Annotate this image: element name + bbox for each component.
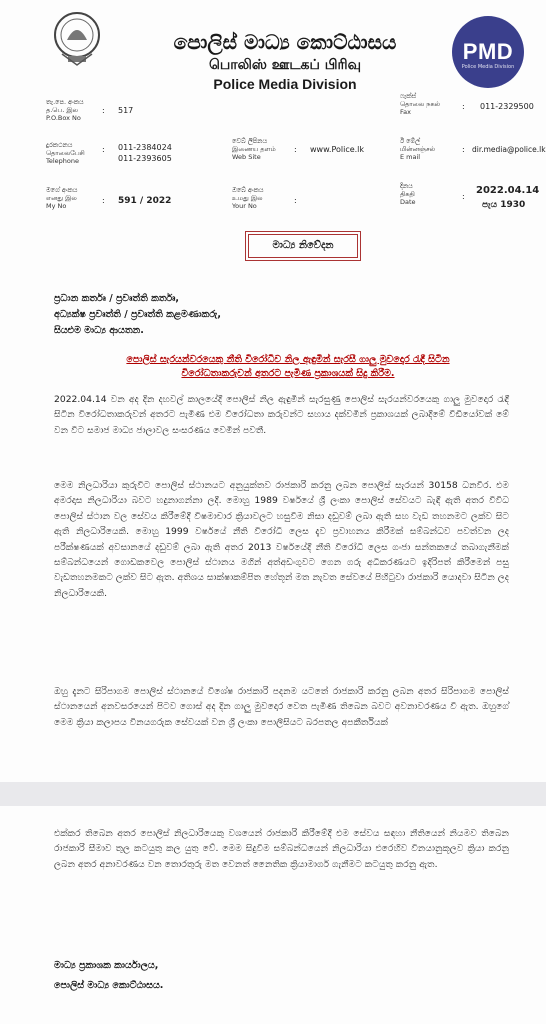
date-label: දිනය திகதி Date	[400, 182, 416, 206]
my-no-label: මගේ අංකය எனது இல My No	[46, 186, 78, 210]
pobox-label: තැ.පෙ. අංකය த.பெ. இல P.O.Box No	[46, 98, 84, 122]
document-page-2	[0, 806, 546, 1024]
telephone-value-1: 011-2384024	[118, 143, 172, 152]
paragraph-4: එක්කර තිබෙන අතර පොලිස් නිලධාරියෙකු වශයෙන් රාජකාරි කිරීමේදී එම සේවය සඳහා නීතියෙන් නියමව තිබෙන රාජකාරි සීමාව තුල කටයුතු කල යුතු වේ. මෙම සිදුවීම සම්බන්ධයෙන් නිලධාරියා එරෙහිව විනයානුකූලව ක්‍රියා කරනු ලබන අතර අනාවරණය වන තොරතුරු මත වෙනත් නෛතික ක්‍රියාමාර්ග ගැනීමට කටයුතු කරනු ඇත.	[54, 828, 509, 870]
website-label: වෙබ් ලිපිනය இணைய தளம் Web Site	[232, 137, 276, 161]
closing-line-1: මාධ්‍ය ප්‍රකාශක කාර්යාලය,	[54, 960, 159, 971]
telephone-label: දුරකථනය தொலைபேசி Telephone	[46, 141, 85, 165]
header-title-sinhala: පොලිස් මාධ්‍ය කොට්ඨාසය	[173, 30, 397, 54]
paragraph-2: මෙම නිලධාරියා කුරුවිට පොලිස් ස්ථානයට අනුයුක්තව රාජකාරි කරනු ලබන පොලිස් සැරයන් 30158 ධනවීර. එම අමරදාස නිලධාරියා බවට හදුනාගන්නා ලදී. මොහු 1989 වර්ෂයේ ශ්‍රී ලංකා පොලිස් සේවයට බැඳී ඇති අතර විවිධ පොලිස් ස්ථාන වල සේවය කිරීමේදී විෂමාචාර ක්‍රියාවලට හසුවීම නිසා දඩුවම් ලබා ඇති සහ වැඩ තහනමට ලක්ව සිට ඇති නිලධාරියෙකි. මොහු 1999 වර්ෂයේ නීති විරෝධී ලෙස දැව ප්‍රවාහනය කිරීමක් සම්බන්ධව පවත්වන ලද පරීක්ෂණයක් අවසානයේ දඩුවම් ලබා ඇති අතර 2013 වර්ෂයේදී නීති විරෝධී ලෙස ගංජා සන්තකයේ තබාගැනීමක් සම්බන්ධයෙන් ගොඩකවෙල පොලිස් ස්ථානය මගින් අත්අඩංගුවට ගෙන ගරු අධිකරණයට ඉදිරිපත් කිරීමෙන් පසු වැඩතහනමකට ලක්ව සිට ඇත. අතිශය සාක්ෂාකම්පිත හේතූන් මත නැවත සේවයේ පිහිටුවා රාජකාරි යොදවා සිටින ලද නිලධාරියෙකි.	[54, 480, 509, 599]
telephone-value-2: 011-2393605	[118, 154, 172, 163]
pmd-logo-text: PMD	[462, 39, 514, 64]
your-no-label: ඔබේ අංකය உமது இல Your No	[232, 186, 264, 210]
date-value: 2022.04.14	[476, 185, 540, 196]
pmd-logo-subtext: Police Media Division	[461, 64, 515, 70]
subject-heading: පොලිස් සැරයන්වරයෙකු නීති විරෝධීව නිල ඇඳුමින් සැරසී ගාලු මුවදොර රැඳී සිටින විරෝධතාකරුවන් අතරට පැමිණ ප්‍රකාශයක් සිදු කිරීම.	[126, 354, 450, 379]
pmd-logo	[452, 16, 524, 88]
time-value: පැය 1930	[482, 200, 526, 210]
paragraph-3: ඔහු දැනට සිරිපාගම පොලිස් ස්ථානයේ විශේෂ රාජකාරි පදනම යටතේ රාජකාරි කරනු ලබන අතර සිරිපාගම පොලිස් ස්ථානයෙන් අනවසරයෙන් පිටව ගොස් අද දින ගාලු මුවදොර වෙත පැමිණ තිබෙන බවට අවනාවරණය වී ඇත. ඔහුගේ මෙම ක්‍රියා කලාපය විනයගරුක සේවයක් වන ශ්‍රී ලංකා පොලීසියට බරපතල අපකීර්තියක්	[54, 686, 509, 728]
header-title-english: Police Media Division	[213, 76, 357, 92]
addressee-line-3: සියළුම මාධ්‍ය ආයතන.	[54, 325, 144, 336]
email-label: ඊ මේල් மின்னஞ்சல் E mail	[400, 137, 435, 161]
closing-line-2: පොලිස් මාධ්‍ය කොට්ඨාසය.	[54, 980, 164, 991]
paragraph-1: 2022.04.14 වන අද දින දහවල් කාලයේදී පොලිස් නිල ඇඳුමින් සැරසුණු පොලිස් සැරයන්වරයෙකු ගාලු මුවදොර රැඳී සිටින විරෝධතාකරුවන් අතරට පැමිණ එම විරෝධතා කරුවන්ට සහාය දක්වමින් ප්‍රකාශයක් ලබාදීමේ වීඩියෝවක් මේ වන විට සමාජ මාධ්‍ය ජාලාවල සංසරණය වෙමින් පවතී.	[54, 394, 509, 436]
email-value[interactable]: dir.media@police.lk	[472, 145, 546, 154]
my-no-value: 591 / 2022	[118, 196, 172, 206]
fax-value: 011-2329500	[480, 102, 534, 111]
police-emblem-icon	[52, 10, 102, 68]
fax-label: ෆැක්ස් தொலை நகல் Fax	[400, 92, 441, 116]
pobox-value: 517	[118, 106, 134, 115]
document-page-1: පොලිස් මාධ්‍ය කොට්ඨාසය பொலிஸ் ஊடகப் பிரிவு Police Media Division PMD Police Media Division තැ.පෙ. අංකය த.பெ. இல P.O.Box No : 517 ෆැක්ස් தொலை நகல் Fax : 011-2329500 දුරකථනය தொலைபேசி Telephone : 011-2384024 011-2393605 වෙබ් ලිපිනය இணைய தளம் Web Site : www.Police.lk ඊ මේල් மின்னஞ்சல் E mail : dir.media@police.lk මගේ අංකය எனது இல My No : 591 / 2022 ඔබේ අංකය உமது இல Your No : දිනය திகதி Date : 2022.04.14 පැය 1930 මාධ්‍ය නිවේදන ප්‍රධාන කර්තෘ / ප්‍රවෘත්ති කර්තෘ, අධ්‍යක්ෂ ප්‍රවෘත්ති / ප්‍රවෘත්ති කළමණාකරු, සියළුම මාධ්‍ය ආයතන. පොලිස් සැරයන්වරයෙකු නීති විරෝධීව නිල ඇඳුමින් සැරසී ගාලු මුවදොර රැඳී සිටින විරෝධතාකරුවන් අතරට පැමිණ ප්‍රකාශයක් සිදු කිරීම. 2022.04.14 වන අද දින දහවල් කාලයේදී පොලිස් නිල ඇඳුමින් සැරසුණු පොලිස් සැරයන්වරයෙකු ගාලු මුවදොර රැඳී සිටින විරෝධතාකරුවන් අතරට පැමිණ එම විරෝධතා කරුවන්ට සහාය දක්වමින් ප්‍රකාශයක් ලබාදීමේ වීඩියෝවක් මේ වන විට සමාජ මාධ්‍ය ජාලාවල සංසරණය වෙමින් පවතී. මෙම නිලධාරියා කුරුවිට පොලිස් ස්ථානයට අනුයුක්තව රාජකාරි කරනු ලබන පොලිස් සැරයන් 30158 ධනවීර. එම අමරදාස නිලධාරියා බවට හදුනාගන්නා ලදී. මොහු 1989 වර්ෂයේ ශ්‍රී ලංකා පොලිස් සේවයට බැඳී ඇති අතර විවිධ පොලිස් ස්ථාන වල සේවය කිරීමේදී විෂමාචාර ක්‍රියාවලට හසුවීම නිසා දඩුවම් ලබා ඇති සහ වැඩ තහනමට ලක්ව සිට ඇති නිලධාරියෙකි. මොහු 1999 වර්ෂයේ නීති විරෝධී ලෙස දැව ප්‍රවාහනය කිරීමක් සම්බන්ධව පවත්වන ලද පරීක්ෂණයක් අවසානයේ දඩුවම් ලබා ඇති අතර 2013 වර්ෂයේදී නීති විරෝධී ලෙස ගංජා සන්තකයේ තබාගැනීමක් සම්බන්ධයෙන් ගොඩකවෙල පොලිස් ස්ථානය මගින් අත්අඩංගුවට ගෙන ගරු අධිකරණයට ඉදිරිපත් කිරීමෙන් පසු වැඩතහනමකට ලක්ව සිට ඇත. අතිශය සාක්ෂාකම්පිත හේතූන් මත නැවත සේවයේ පිහිටුවා රාජකාරි යොදවා සිටින ලද නිලධාරියෙකි. ඔහු දැනට සිරිපාගම පොලිස් ස්ථානයේ විශේෂ රාජකාරි පදනම යටතේ රාජකාරි කරනු ලබන අතර සිරිපාගම පොලිස් ස්ථානයෙන් අනවසරයෙන් පිටව ගොස් අද දින ගාලු මුවදොර වෙත පැමිණ තිබෙන බවට අවනාවරණය වී ඇත. ඔහුගේ මෙම ක්‍රියා කලාපය විනයගරුක සේවයක් වන ශ්‍රී ලංකා පොලීසියට බරපතල අපකීර්තියක්	[0, 0, 546, 782]
addressee-line-1: ප්‍රධාන කර්තෘ / ප්‍රවෘත්ති කර්තෘ,	[54, 293, 180, 304]
notice-title: මාධ්‍ය නිවේදන	[248, 234, 358, 258]
addressee-line-2: අධ්‍යක්ෂ ප්‍රවෘත්ති / ප්‍රවෘත්ති කළමණාකරු,	[54, 309, 221, 320]
header-title-tamil: பொலிஸ் ஊடகப் பிரிவு	[208, 57, 362, 73]
website-value[interactable]: www.Police.lk	[310, 145, 365, 154]
